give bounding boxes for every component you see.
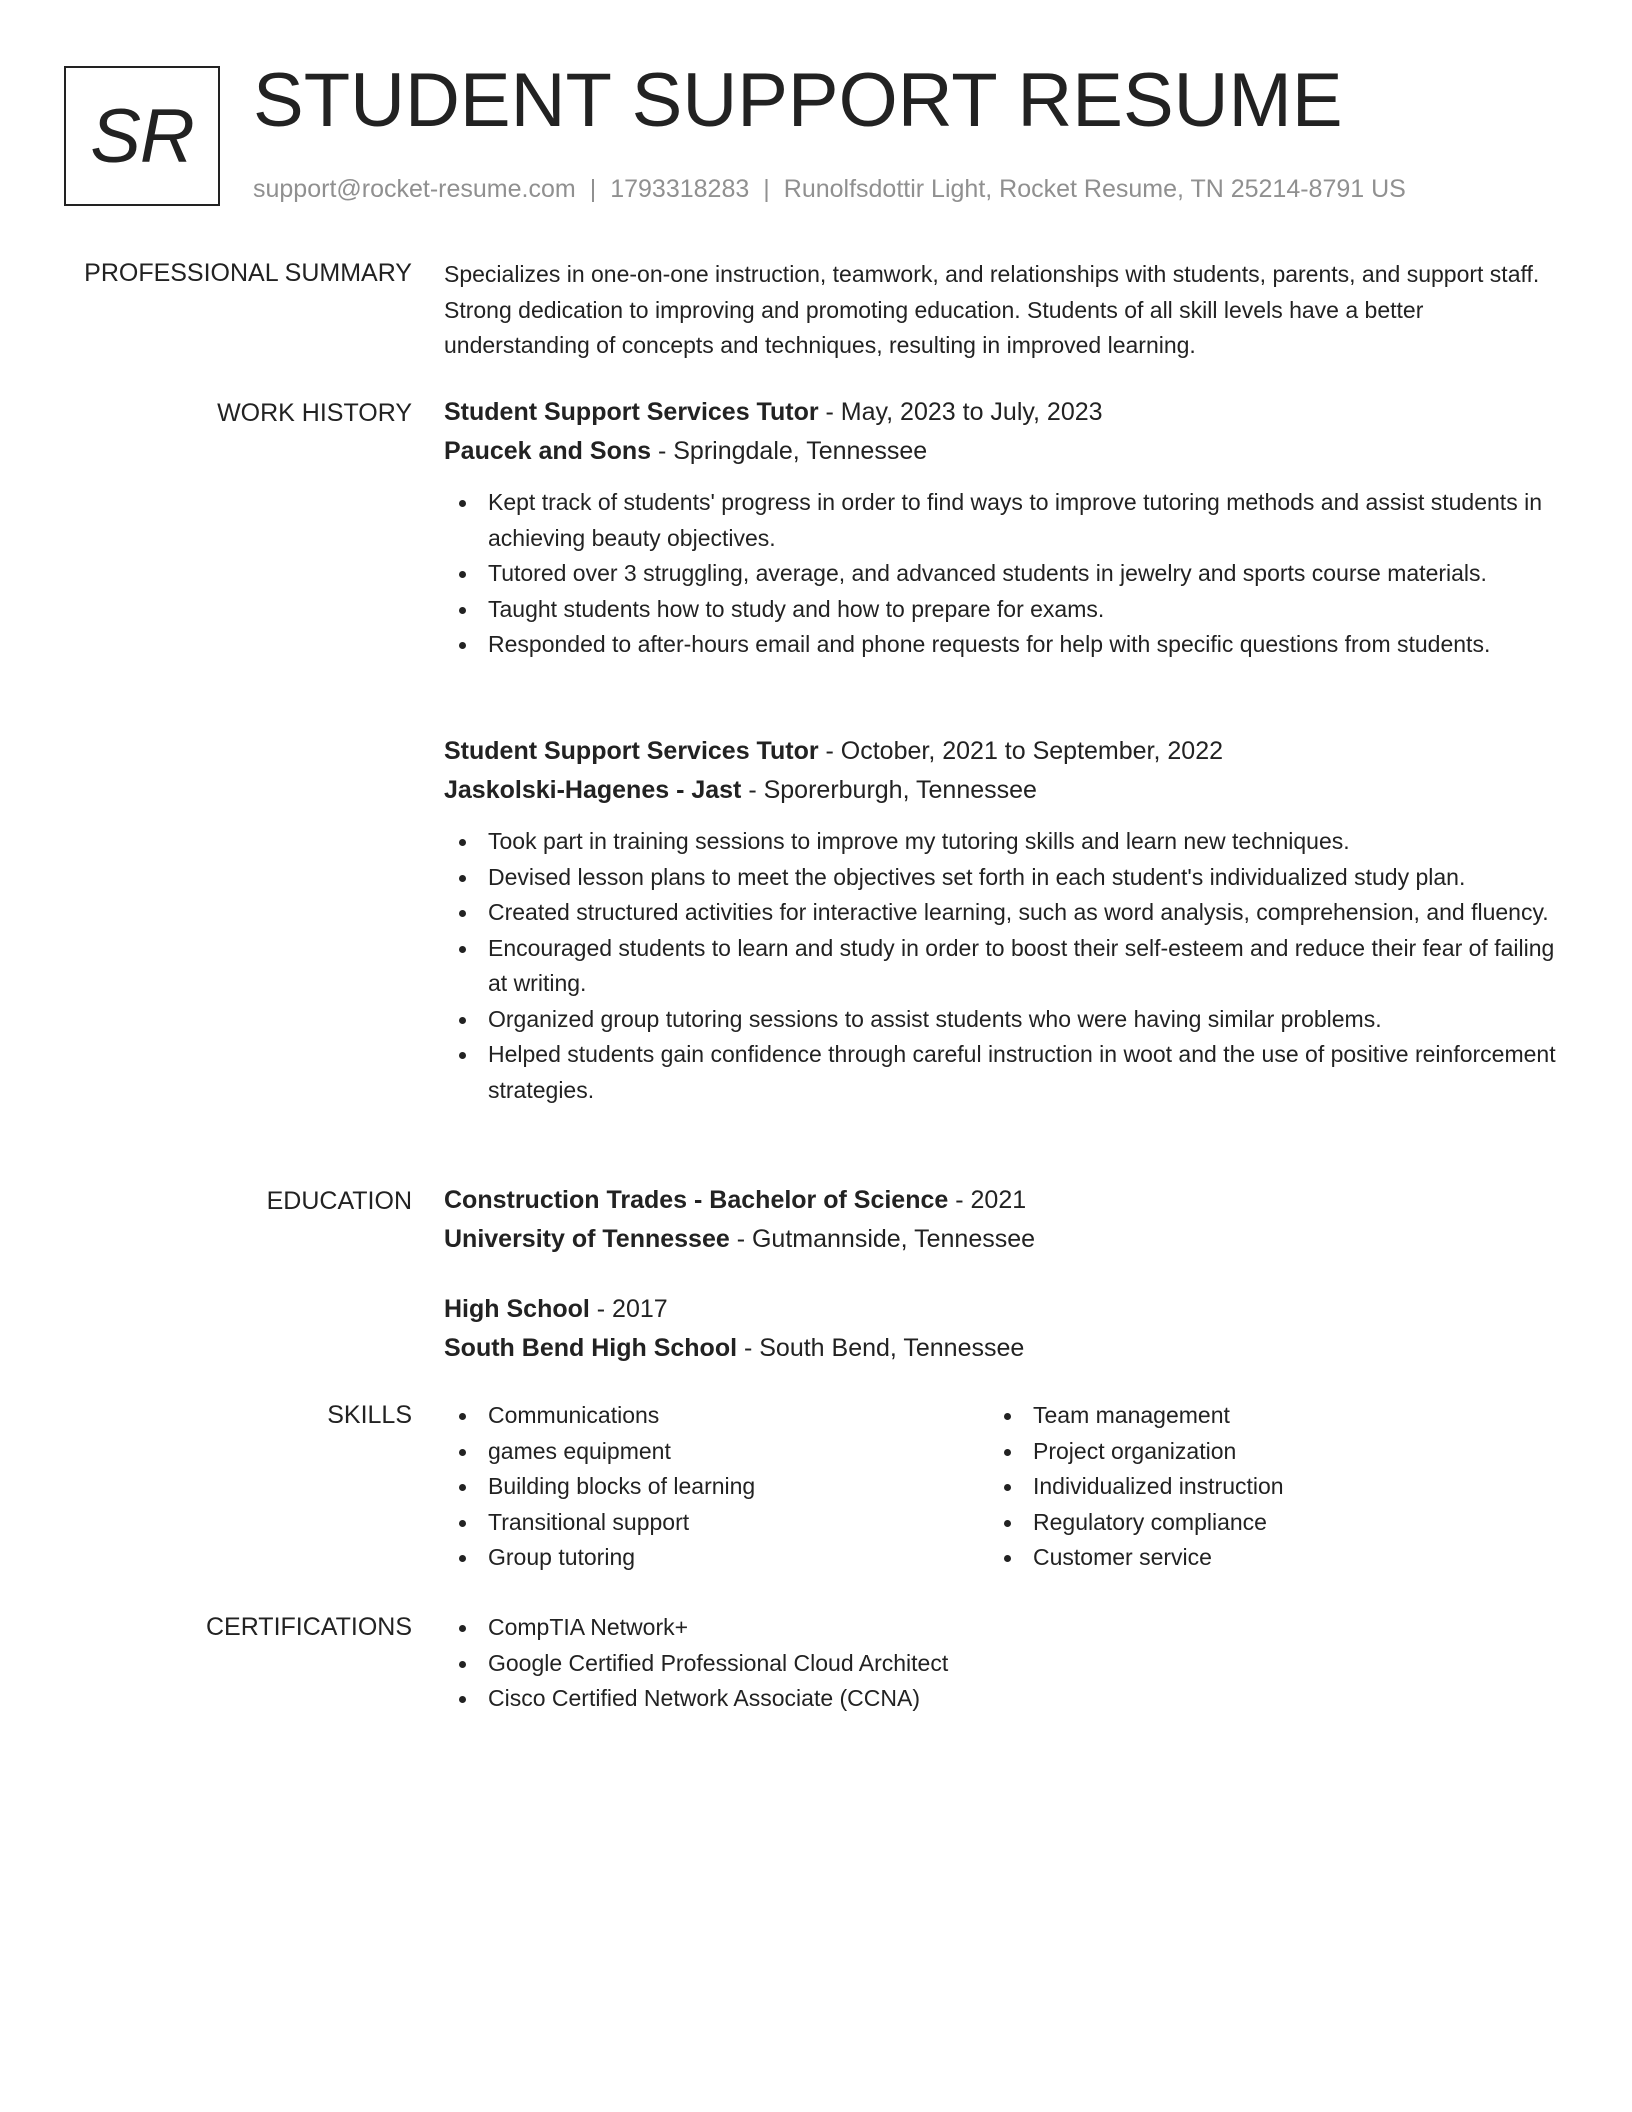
job-company: Paucek and Sons: [444, 437, 652, 465]
list-item: Customer service: [989, 1540, 1529, 1576]
school: South Bend High School: [444, 1334, 738, 1362]
graduation-year: - 2021: [948, 1186, 1027, 1214]
degree: High School: [444, 1295, 590, 1323]
degree: Construction Trades - Bachelor of Science: [444, 1186, 949, 1214]
job-bullets: [444, 824, 1564, 1108]
school-line: [444, 1329, 1564, 1368]
list-item: games equipment: [444, 1434, 984, 1470]
list-item: Devised lesson plans to meet the objectives set forth in each student's individualized study plan.: [444, 860, 1564, 896]
certifications-body: [444, 1610, 1564, 1717]
job-location: - Springdale, Tennessee: [651, 437, 928, 465]
list-item: Transitional support: [444, 1505, 984, 1541]
contact-address: Runolfsdottir Light, Rocket Resume, TN 25214-8791 US: [783, 175, 1406, 203]
list-item: Project organization: [989, 1434, 1529, 1470]
list-item: Building blocks of learning: [444, 1469, 984, 1505]
job-company-line: [444, 771, 1564, 810]
job-entry: [444, 393, 1564, 663]
list-item: Google Certified Professional Cloud Architect: [444, 1646, 1564, 1682]
list-item: Responded to after-hours email and phone requests for help with specific questions from students.: [444, 627, 1564, 663]
list-item: Regulatory compliance: [989, 1505, 1529, 1541]
list-item: Group tutoring: [444, 1540, 984, 1576]
list-item: Communications: [444, 1398, 984, 1434]
list-item: Individualized instruction: [989, 1469, 1529, 1505]
section-heading-education: EDUCATION: [266, 1187, 412, 1215]
job-title: Student Support Services Tutor: [444, 737, 819, 765]
contact-separator: |: [589, 175, 597, 203]
job-title: Student Support Services Tutor: [444, 398, 819, 426]
list-item: Organized group tutoring sessions to assist students who were having similar problems.: [444, 1002, 1564, 1038]
skills-list-right: [989, 1398, 1529, 1576]
job-location: - Sporerburgh, Tennessee: [741, 776, 1037, 804]
monogram-logo: SR: [64, 66, 220, 206]
job-title-line: [444, 732, 1564, 771]
education-entry: [444, 1181, 1564, 1259]
school-location: - South Bend, Tennessee: [737, 1334, 1025, 1362]
school: University of Tennessee: [444, 1225, 730, 1253]
job-company: Jaskolski-Hagenes - Jast: [444, 776, 742, 804]
graduation-year: - 2017: [589, 1295, 668, 1323]
contact-separator: |: [763, 175, 770, 203]
summary-text: Specializes in one-on-one instruction, teamwork, and relationships with students, parents, and support staff. Strong dedication to improving and promoting education. Students of all skill levels have a better understanding of concepts and techniques, resulting in improved learning.: [444, 261, 1540, 358]
skills-columns: [444, 1398, 1564, 1578]
list-item: Encouraged students to learn and study in order to boost their self-esteem and reduce their fear of failing at writing.: [444, 931, 1564, 1002]
list-item: Created structured activities for interactive learning, such as word analysis, comprehension, and fluency.: [444, 895, 1564, 931]
job-bullets: [444, 485, 1564, 663]
job-dates: - October, 2021 to September, 2022: [818, 737, 1224, 765]
job-title-line: [444, 393, 1564, 432]
list-item: Taught students how to study and how to prepare for exams.: [444, 592, 1564, 628]
contact-email: support@rocket-resume.com: [253, 175, 576, 203]
job-entry: [444, 732, 1564, 1108]
list-item: CompTIA Network+: [444, 1610, 1564, 1646]
contact-line: [253, 172, 1406, 206]
job-company-line: [444, 432, 1564, 471]
section-heading-certifications: CERTIFICATIONS: [205, 1613, 412, 1641]
resume-title: STUDENT SUPPORT RESUME: [253, 58, 1343, 143]
list-item: Took part in training sessions to improve my tutoring skills and learn new techniques.: [444, 824, 1564, 860]
school-line: [444, 1220, 1564, 1259]
list-item: Kept track of students' progress in order to find ways to improve tutoring methods and assist students in achieving beauty objectives.: [444, 485, 1564, 556]
section-heading-summary: PROFESSIONAL SUMMARY: [84, 259, 412, 287]
section-heading-skills: SKILLS: [327, 1401, 412, 1429]
job-dates: - May, 2023 to July, 2023: [818, 398, 1103, 426]
contact-phone: 1793318283: [610, 175, 750, 203]
section-heading-work-history: WORK HISTORY: [217, 399, 412, 427]
list-item: Team management: [989, 1398, 1529, 1434]
skills-list-left: [444, 1398, 984, 1576]
degree-line: [444, 1290, 1564, 1329]
list-item: Tutored over 3 struggling, average, and advanced students in jewelry and sports course materials.: [444, 556, 1564, 592]
degree-line: [444, 1181, 1564, 1220]
certifications-list: [444, 1610, 1564, 1717]
list-item: Helped students gain confidence through careful instruction in woot and the use of positive reinforcement strategies.: [444, 1037, 1564, 1108]
school-location: - Gutmannside, Tennessee: [729, 1225, 1036, 1253]
education-entry: [444, 1290, 1564, 1368]
list-item: Cisco Certified Network Associate (CCNA): [444, 1681, 1564, 1717]
